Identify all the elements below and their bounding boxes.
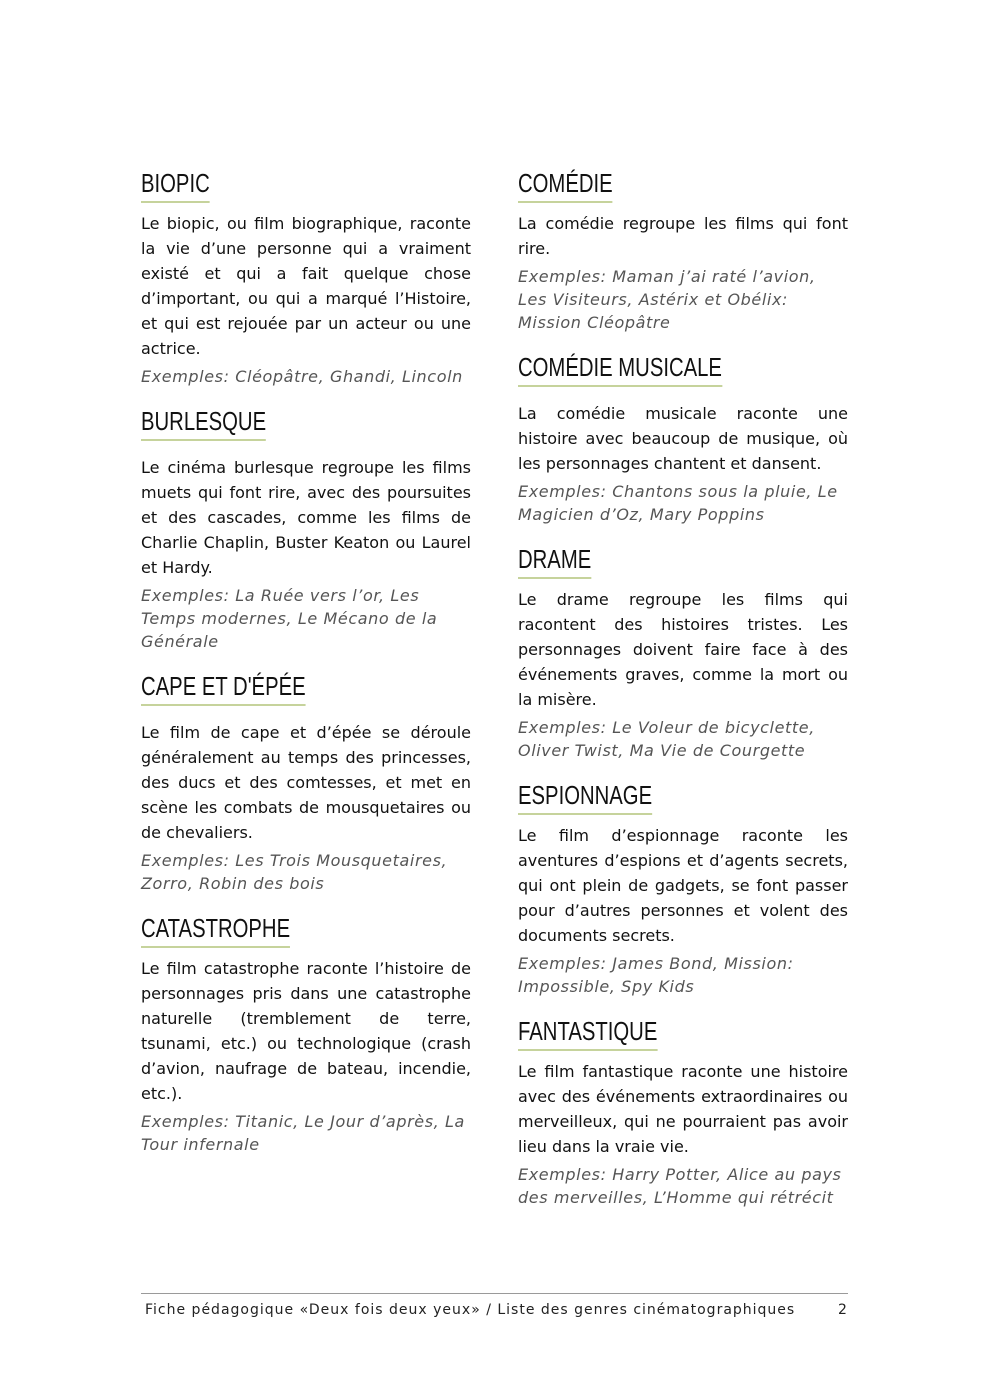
genre-drame bbox=[518, 544, 848, 762]
genre-fantastique bbox=[518, 1016, 848, 1209]
genre-description: Le cinéma burlesque regroupe les films muets qui font rire, avec des poursuites et des cascades, comme les films de Charlie Chaplin, Buster Keaton ou Laurel et Hardy. bbox=[141, 458, 471, 577]
genre-espionnage bbox=[518, 780, 848, 998]
genre-description: Le film catastrophe raconte l’histoire de personnages pris dans une catastrophe naturelle (tremblement de terre, tsunami, etc.) ou technologique (crash d’avion, naufrage de bateau, incendie, etc.). bbox=[141, 959, 471, 1103]
genre-title: DRAME bbox=[518, 544, 591, 579]
genre-title: CATASTROPHE bbox=[141, 913, 290, 948]
genre-examples: Exemples: Le Voleur de bicyclette, Oliver Twist, Ma Vie de Courgette bbox=[518, 718, 815, 760]
genre-biopic bbox=[141, 168, 471, 388]
genre-examples: Exemples: Les Trois Mousquetaires, Zorro, Robin des bois bbox=[141, 851, 448, 893]
genre-description: La comédie musicale raconte une histoire avec beaucoup de musique, où les personnages chantent et dansent. bbox=[518, 404, 848, 473]
genre-description: Le biopic, ou film biographique, raconte la vie d’une personne qui a vraiment existé et qui a fait quelque chose d’important, ou qui a marqué l’Histoire, et qui est rejouée par un acteur ou une actrice. bbox=[141, 214, 471, 358]
genre-title: ESPIONNAGE bbox=[518, 780, 652, 815]
genre-description: Le film fantastique raconte une histoire avec des événements extraordinaires ou merveilleux, qui ne pourraient pas avoir lieu dans la vraie vie. bbox=[518, 1062, 848, 1156]
left-column bbox=[141, 168, 471, 1156]
genre-title: FANTASTIQUE bbox=[518, 1016, 657, 1051]
genre-description: Le film d’espionnage raconte les aventures d’espions et d’agents secrets, qui ont plein de gadgets, se font passer pour d’autres personnes et volent des documents secrets. bbox=[518, 826, 848, 945]
genre-title: CAPE ET D'ÉPÉE bbox=[141, 671, 306, 706]
genre-description: Le drame regroupe les films qui racontent des histoires tristes. Les personnages doivent faire face à des événements graves, comme la mort ou la misère. bbox=[518, 590, 848, 709]
genre-comedie-musicale bbox=[518, 352, 848, 526]
genre-title: COMÉDIE bbox=[518, 168, 613, 203]
genre-examples: Exemples: Chantons sous la pluie, Le Magicien d’Oz, Mary Poppins bbox=[518, 482, 838, 524]
genre-examples: Exemples: Harry Potter, Alice au pays des merveilles, L’Homme qui rétrécit bbox=[518, 1165, 842, 1207]
genre-catastrophe bbox=[141, 913, 471, 1156]
genre-description: La comédie regroupe les films qui font rire. bbox=[518, 214, 848, 258]
genre-examples: Exemples: Titanic, Le Jour d’après, La Tour infernale bbox=[141, 1112, 465, 1154]
footer-divider bbox=[141, 1293, 848, 1294]
genre-cape-et-epee bbox=[141, 671, 471, 895]
genre-title: COMÉDIE MUSICALE bbox=[518, 352, 722, 387]
genre-examples: Exemples: Maman j’ai raté l’avion, Les Visiteurs, Astérix et Obélix: Mission Cléopâtre bbox=[518, 267, 816, 332]
genre-burlesque bbox=[141, 406, 471, 653]
page-number: 2 bbox=[838, 1302, 847, 1318]
genre-comedie bbox=[518, 168, 848, 334]
genre-examples: Exemples: Cléopâtre, Ghandi, Lincoln bbox=[141, 367, 463, 386]
genre-examples: Exemples: James Bond, Mission: Impossible, Spy Kids bbox=[518, 954, 794, 996]
genre-title: BURLESQUE bbox=[141, 406, 266, 441]
footer-text: Fiche pédagogique «Deux fois deux yeux» / Liste des genres cinématographiques bbox=[145, 1302, 796, 1318]
right-column bbox=[518, 168, 848, 1209]
genre-title: BIOPIC bbox=[141, 168, 210, 203]
genre-description: Le film de cape et d’épée se déroule généralement au temps des princesses, des ducs et des comtesses, et met en scène les combats de mousquetaires ou de chevaliers. bbox=[141, 723, 471, 842]
genre-examples: Exemples: La Ruée vers l’or, Les Temps modernes, Le Mécano de la Générale bbox=[141, 586, 438, 651]
